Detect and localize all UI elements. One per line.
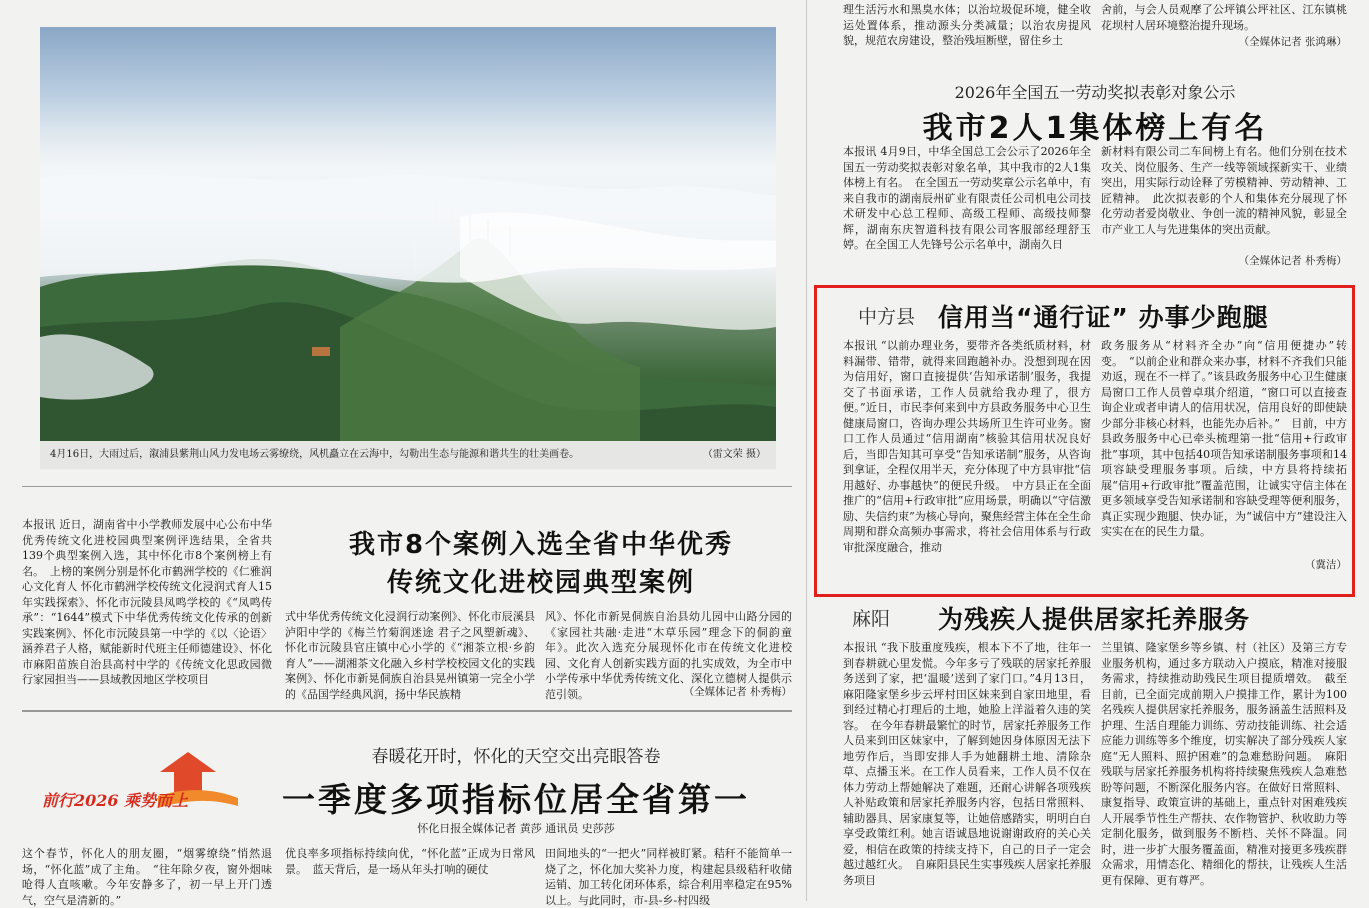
mayang-col1: 本报讯 “我下肢重度残疾，根本下不了地，往年一到春耕就心里发慌。今年多亏了残联的居家托养服务送到了家，把‘温暖’送到了家门口。”4月13日，麻阳隆家堡乡步云坪村田区妹来到自家田地里，看到经过精心打理后的土地，她脸上洋溢着久违的笑容。 在今年春耕最繁忙的时节，居家托养服务工作人员来到田区妹家中，了解到她因身体原因无法下地劳作后，当即安排人手为她翻耕土地、清除杂草、点播玉米。在工作人员看来，工作人员不仅在体力劳动上帮她解决了难题，还耐心讲解各项残疾人补贴政策和居家托养服务内容，包括日常照料、辅助器具、居家康复等，让她倍感踏实，明明白白享受政策红利。她言语诚恳地说谢谢政府的关心关爱，相信在政策的持续支持下，自己的日子一定会越过越红火。 自麻阳县民生实事残疾人居家托养服务项目 — [843, 641, 1091, 887]
culture-col3: 风》、怀化市新晃侗族自治县幼儿园中山路分园的《家园社共融·走进“木草乐园”理念下的侗韵童年》。此次入选充分展现怀化市在传统文化进校园、文化育人创新实践方面的扎实成效，为全市中小学传承中华优秀传统文化、深化立德树人提供示范引领。 — [545, 610, 792, 701]
landscape-illustration — [40, 27, 776, 441]
economy-subtitle: 春暖花开时，怀化的天空交出亮眼答卷 — [371, 747, 661, 767]
culture-col1: 本报讯 近日，湖南省中小学教师发展中心公布中华优秀传统文化进校园典型案例评选结果，全省共139个典型案例入选，其中怀化市8个案例榜上有名。 上榜的案例分别是怀化市鹤洲学校的《仁雅润心文化育人 怀化市鹤洲学校传统文化浸润式育人15年实践探索》、怀化市沅陵县凤鸣学校的《“凤鸣传承”：“1644”模式下中华优秀传统文化传承的创新实践案例》、怀化市沅陵县第一中学的《以〈论语〉涵养君子人格，赋能新时代班主任师德建设》、怀化市麻阳苗族自治县高村中学的《传统文化思政园微行家园担当——县域教因地区学校项目 — [22, 518, 272, 686]
labor-col2: 新材料有限公司二车间榜上有名。他们分别在技术攻关、岗位服务、生产一线等领域探新实干、业绩突出，用实际行动诠释了劳模精神、劳动精神、工匠精神。 此次拟表彰的个人和集体充分展现了怀化劳动者爱岗敬业、争创一流的精神风貌，彰显全市产业工人与先进集体的突出贡献。 — [1101, 145, 1347, 236]
credit-col1: 本报讯 “以前办理业务，要带齐各类纸质材料，材料漏带、错带，就得来回跑趟补办。没想到现在因为信用好，窗口直接提供‘告知承诺制’服务，我提交了书面承诺，工作人员就给我办理了，很方便。”近日，市民李何来到中方县政务服务中心卫生健康局窗口，咨询办理公共场所卫生许可业务。窗口工作人员通过“信用湖南”核验其信用状况良好后，当即告知其可享受“告知承诺制”服务，从咨询到拿证，全程仅用半天，充分体现了中方县审批“信用越好、办事越快”的便民升级。 中方县正在全面推广的“信用+行政审批”应用场景，明确以“守信激励、失信约束”为核心导向，聚焦经营主体在全生命周期和群众高频办事需求，将社会信用体系与行政审批深度融合，推动 — [843, 339, 1091, 554]
economy-col1: 这个春节，怀化人的朋友圈，“烟雾缭绕”悄然退场，“怀化蓝”成了主角。 “往年除夕夜，窗外烟味呛得人直咳嗽。今年安静多了，初一早上开门透气，空气是清新的。” — [22, 847, 272, 907]
culture-byline: （全媒体记者 朴秀梅） — [683, 686, 792, 698]
photo-credit: （雷文荣 摄） — [702, 449, 766, 460]
economy-col3: 田间地头的“一把火”同样被盯紧。秸秆不能简单一烧了之，怀化加大奖补力度，构建起县级秸秆收储运销、加工转化闭环体系，综合利用率稳定在95%以上。与此同时，市-县-乡-村四级 — [545, 847, 792, 907]
economy-headline: 一季度多项指标位居全省第一 — [282, 780, 750, 819]
labor-byline: （全媒体记者 朴秀梅） — [1238, 255, 1347, 267]
credit-col2: 政务服务从“材料齐全办”向“信用便捷办”转变。 “以前企业和群众来办事，材料不齐我们只能劝返，现在不一样了。”该县政务服务中心卫生健康局窗口工作人员曾卓琪介绍道，“窗口可以直接查询企业或者申请人的信用状况，信用良好的即使缺少部分非核心材料，也能先办后补。” 目前，中方县政务服务中心已牵头梳理第一批“信用+行政审批”事项，其中包括40项告知承诺制服务事项和14项容缺受理服务事项。后续，中方县将持续拓展“信用+行政审批”覆盖范围，让诚实守信主体在更多领域享受告知承诺制和容缺受理等便利服务，真正实现少跑腿、快办证，为“诚信中方”建设注入实实在在的民生力量。 — [1101, 339, 1347, 538]
series-logo-text: 前行2026 乘势而上 — [42, 791, 189, 810]
culture-col2: 式中华优秀传统文化浸润行动案例》、怀化市辰溪县泸阳中学的《梅兰竹菊润迷途 君子之风塑新魂》、怀化市沅陵县官庄镇中心小学的《“湘茶立根·乡韵育人”——湖湘茶文化融入乡村学校校园文化的实践案例》、怀化市新晃侗族自治县晃州镇第一完全小学的《品国学经典风润，扬中华民族精 — [285, 610, 535, 701]
mayang-headline: 为残疾人提供居家托养服务 — [938, 605, 1251, 634]
mayang-place: 麻阳 — [852, 608, 891, 630]
top-article-col1: 理生活污水和黑臭水体；以治垃圾促环境，健全收运处置体系，推动源头分类减量；以治农房提风貌，规范农房建设，整治残垣断壁，留住乡土 — [843, 3, 1091, 47]
top-article-col2: 舍前，与会人员观摩了公坪镇公坪社区、江东镇桃花坝村人居环境整治提升现场。 — [1101, 3, 1347, 32]
credit-place: 中方县 — [858, 306, 916, 328]
labor-subtitle: 2026年全国五一劳动奖拟表彰对象公示 — [954, 83, 1236, 102]
credit-headline: 信用当“通行证” 办事少跑腿 — [938, 303, 1269, 332]
labor-headline: 我市2人1集体榜上有名 — [922, 111, 1268, 146]
caption-text: 4月16日，大雨过后，溆浦县紫荆山风力发电场云雾缭绕，风机矗立在云海中，勾勒出生态与能源和谐共生的壮美画卷。 — [50, 449, 580, 460]
series-logo — [40, 748, 240, 814]
column-rule — [806, 0, 807, 901]
mayang-col2: 兰里镇、隆家堡乡等乡镇、村（社区）及第三方专业服务机构，通过多方联动入户摸底，精准对接服务需求，持续推动助残民生项目提质增效。 截至目前，已全面完成前期入户摸排工作，累计为100名残疾人提供居家托养服务，服务涵盖生活照料及护理、生活自理能力训练、劳动技能训练、社会适应能力训练等多个维度，切实解决了部分残疾人家庭“无人照料、照护困难”的急难愁盼问题。 麻阳残联与居家托养服务机构将持续聚焦残疾人急难愁盼等问题，不断深化服务内容。在做好日常照料、康复指导、政策宣讲的基础上，重点针对困难残疾人开展季节性生产帮扶、农作物管护、秋收助力等定制化服务，做到服务不断档、关怀不降温。同时，进一步扩大服务覆盖面，精准对接更多残疾群众需求，用情态化、精细化的帮扶，让残疾人生活更有保障、更有尊严。 — [1101, 641, 1347, 887]
economy-col2: 优良率多项指标持续向优，“怀化蓝”正成为日常风景。 蓝天背后，是一场从年头打响的硬仗 — [285, 847, 535, 876]
wind-farm-photo — [40, 27, 776, 441]
section-divider-2 — [22, 710, 792, 712]
section-divider — [22, 486, 792, 487]
labor-col1: 本报讯 4月9日，中华全国总工会公示了2026年全国五一劳动奖拟表彰对象名单，其中我市的2人1集体榜上有名。 在全国五一劳动奖章公示名单中，有来自我市的湖南辰州矿业有限责任公司机电公司技术研发中心总工程师、高级工程师、高级技师黎辉，湖南东庆智道科技有限公司客服部经理舒玉婷。在全国工人先锋号公示名单中，湖南久日 — [843, 145, 1091, 251]
photo-caption — [40, 441, 776, 469]
economy-author: 怀化日报全媒体记者 黄莎 通讯员 史莎莎 — [417, 822, 615, 835]
culture-headline-line2: 传统文化进校园典型案例 — [386, 568, 695, 598]
top-article-byline: （全媒体记者 张鸿琳） — [1238, 36, 1347, 48]
credit-byline: （冀洁） — [1305, 559, 1347, 571]
culture-headline-line1: 我市8个案例入选全省中华优秀 — [348, 530, 734, 560]
